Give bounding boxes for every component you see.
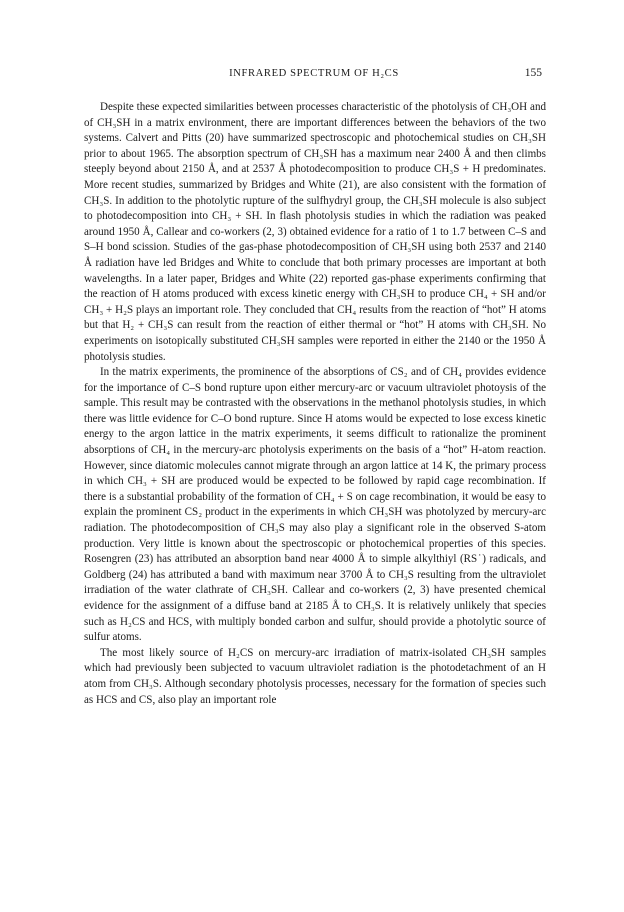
paragraph-1: Despite these expected similarities between processes characteristic of the photolysis of CH₃OH and of CH₃SH in a matrix environment, there are important differences between the behaviors of the two systems. Calvert and Pitts (20) have summarized spectroscopic and photochemical studies on CH₃SH prior to about 1965. The absorption spectrum of CH₃SH has a maximum near 2400 Å and then climbs steeply beyond about 2150 Å, and at 2537 Å photodecomposition to produce CH₃S + H predominates. More recent studies, summarized by Bridges and White (21), are also consistent with the formation of CH₃S. In addition to the photolytic rupture of the sulfhydryl group, the CH₃SH molecule is also subject to photodecomposition into CH₃ + SH. In flash photolysis studies in which the radiation was peaked around 1950 Å, Callear and co-workers (2, 3) obtained evidence for a ratio of 1 to 1.7 between C–S and S–H bond scission. Studies of the gas-phase photodecomposition of CH₃SH using both 2537 and 2140 Å radiation have led Bridges and White to conclude that both primary processes are important at both wavelengths. In a later paper, Bridges and White (22) reported gas-phase experiments confirming that the reaction of H atoms produced with excess kinetic energy with CH₃SH to produce CH₄ + SH and/or CH₃ + H₂S plays an important role. They concluded that CH₄ results from the reaction of “hot” H atoms but that H₂ + CH₃S can result from the reaction of either thermal or “hot” H atoms with CH₃SH. No experiments on isotopically substituted CH₃SH samples were reported in either the 2140 or the 1950 Å photolysis studies.: [84, 101, 546, 363]
paragraph-2: In the matrix experiments, the prominence of the absorptions of CS₂ and of CH₄ provides evidence for the importance of C–S bond rupture upon either mercury-arc or vacuum ultraviolet photoysis of the sample. This result may be contrasted with the observations in the methanol photolysis studies, in which there was little evidence for C–O bond rupture. Since H atoms would be expected to lose excess kinetic energy to the argon lattice in the matrix experiments, it seems difficult to rationalize the prominent absorptions of CH₄ in the mercury-arc photolysis experiments on the basis of a “hot” H-atom reaction. However, since diatomic molecules cannot migrate through an argon lattice at 14 K, the primary process in which CH₃ + SH are produced would be expected to be followed by rapid cage recombination. If there is a substantial probability of the formation of CH₄ + S on cage recombination, it would be easy to explain the prominent CS₂ product in the experiments in which CH₃SH was photolyzed by mercury-arc radiation. The photodecomposition of CH₃S may also play a significant role in the observed S-atom production. Very little is known about the spectroscopic or photochemical properties of this species. Rosengren (23) has attributed an absorption band near 4000 Å to simple alkylthiyl (RS˙) radicals, and Goldberg (24) has attributed a band with maximum near 3700 Å to CH₃S resulting from the ultraviolet irradiation of the water clathrate of CH₃SH. Callear and co-workers (2, 3) have presented chemical evidence for the assignment of a diffuse band at 2185 Å to CH₃S. It is relatively unlikely that species such as H₂CS and HCS, with multiply bonded carbon and sulfur, should provide a photolytic source of sulfur atoms.: [84, 366, 546, 644]
page-number: 155: [524, 67, 542, 79]
running-head: INFRARED SPECTRUM OF H₂CS: [229, 68, 399, 79]
paragraph-3: The most likely source of H₂CS on mercury-arc irradiation of matrix-isolated CH₃SH samples which had previously been subjected to vacuum ultraviolet radiation is the photodetachment of an H atom from CH₃S. Although secondary photolysis processes, necessary for the formation of species such as HCS and CS, also play an important role: [84, 646, 546, 706]
page-header: [84, 68, 544, 86]
body-text: [84, 100, 546, 708]
